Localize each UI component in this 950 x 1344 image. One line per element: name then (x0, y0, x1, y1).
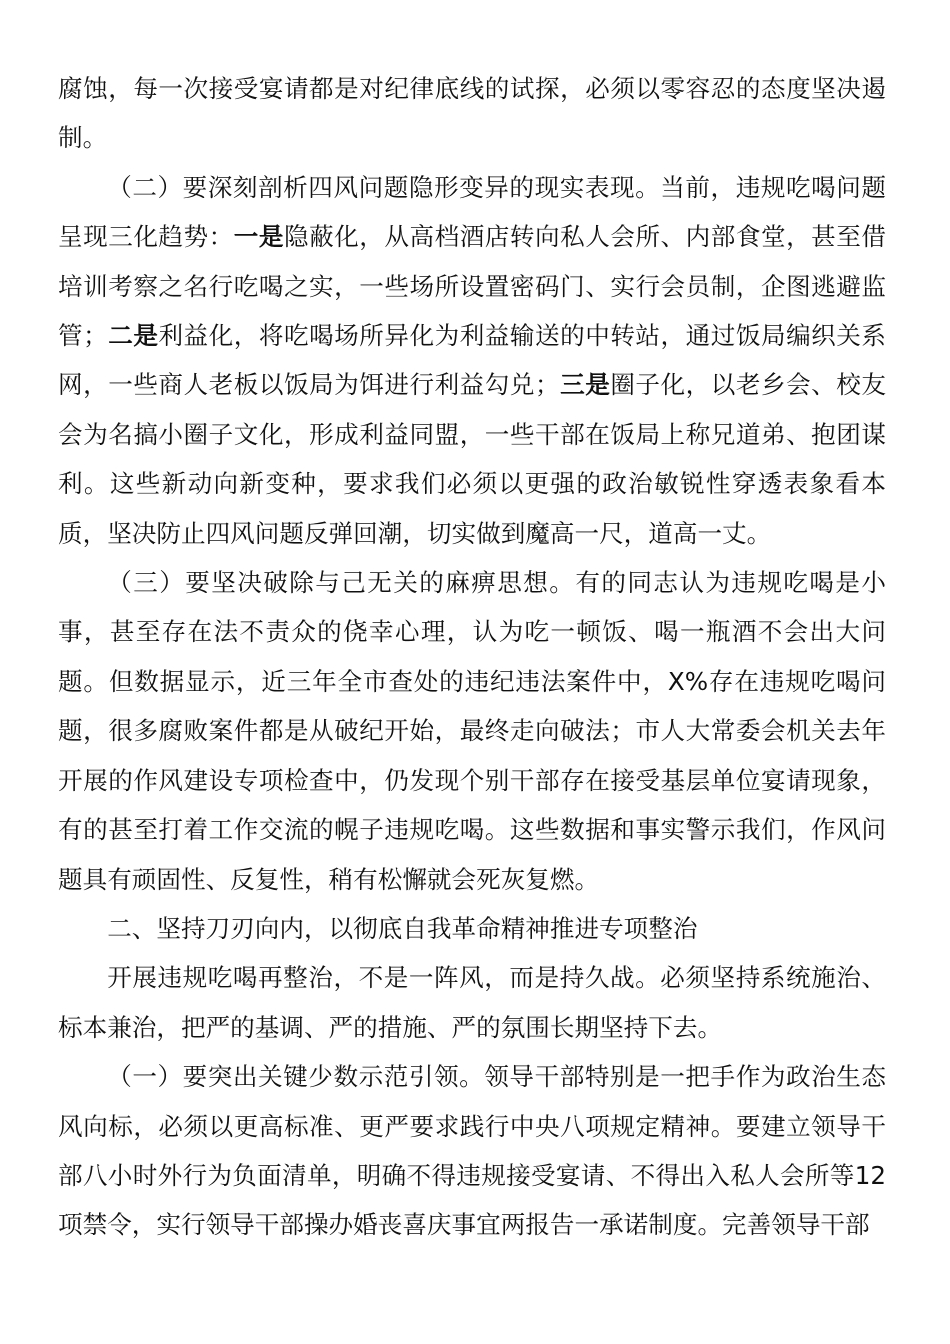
paragraph-intro (58, 953, 886, 1052)
paragraph-subsection-1 (58, 1052, 886, 1250)
text-segment: 圈子化，以老乡会、校友会为名搞小圈子文化，形成利益同盟，一些干部在饭局上称兄道弟、抱团谋利。这些新动向新变种，要求我们必须以更强的政治敏锐性穿透表象看本质，坚决防止四风问题反弹回潮，切实做到魔高一尺，道高一丈。 (58, 370, 886, 548)
paragraph-continuation (58, 64, 886, 163)
text-segment: 腐蚀，每一次接受宴请都是对纪律底线的试探，必须以零容忍的态度坚决遏制。 (58, 74, 886, 153)
heading-text: 二、坚持刀刃向内，以彻底自我革命精神推进专项整治 (107, 913, 698, 943)
text-segment: （二）要深刻剖析四风问题隐形变异的现实表现。当前，违规吃喝问题呈现三化趋势： (58, 172, 886, 252)
text-segment: （三）要坚决破除与己无关的麻痹思想。有的同志认为违规吃喝是小事，甚至存在法不责众的侥幸心理，认为吃一顿饭、喝一瓶酒不会出大问题。但数据显示，近三年全市查处的违纪违法案件中，X%存在违规吃喝问题，很多腐败案件都是从破纪开始，最终走向破法；市人大常委会机关去年开展的作风建设专项检查中，仍发现个别干部存在接受基层单位宴请现象，有的甚至打着工作交流的幌子违规吃喝。这些数据和事实警示我们，作风问题具有顽固性、反复性，稍有松懈就会死灰复燃。 (58, 568, 886, 894)
bold-label: 三是 (559, 370, 611, 400)
text-segment: （一）要突出关键少数示范引领。领导干部特别是一把手作为政治生态风向标，必须以更高标准、更严要求践行中央八项规定精神。要建立领导干部八小时外行为负面清单，明确不得违规接受宴请、不得出入私人会所等12项禁令，实行领导干部操办婚丧喜庆事宜两报告一承诺制度。完善领导干部 (58, 1062, 886, 1240)
text-segment: 利益化，将吃喝场所异化为利益输送的中转站，通过饭局编织关系网，一些商人老板以饭局为饵进行利益勾兑； (58, 321, 886, 400)
section-heading (58, 904, 886, 953)
paragraph-section-2 (58, 163, 886, 558)
bold-label: 一是 (233, 222, 284, 252)
bold-label: 二是 (107, 321, 159, 351)
text-segment: 开展违规吃喝再整治，不是一阵风，而是持久战。必须坚持系统施治、标本兼治，把严的基调、严的措施、严的氛围长期坚持下去。 (58, 963, 886, 1042)
paragraph-section-3 (58, 558, 886, 904)
document-body (58, 64, 886, 1250)
text-segment: 隐蔽化，从高档酒店转向私人会所、内部食堂，甚至借培训考察之名行吃喝之实，一些场所设置密码门、实行会员制，企图逃避监管； (58, 222, 886, 351)
